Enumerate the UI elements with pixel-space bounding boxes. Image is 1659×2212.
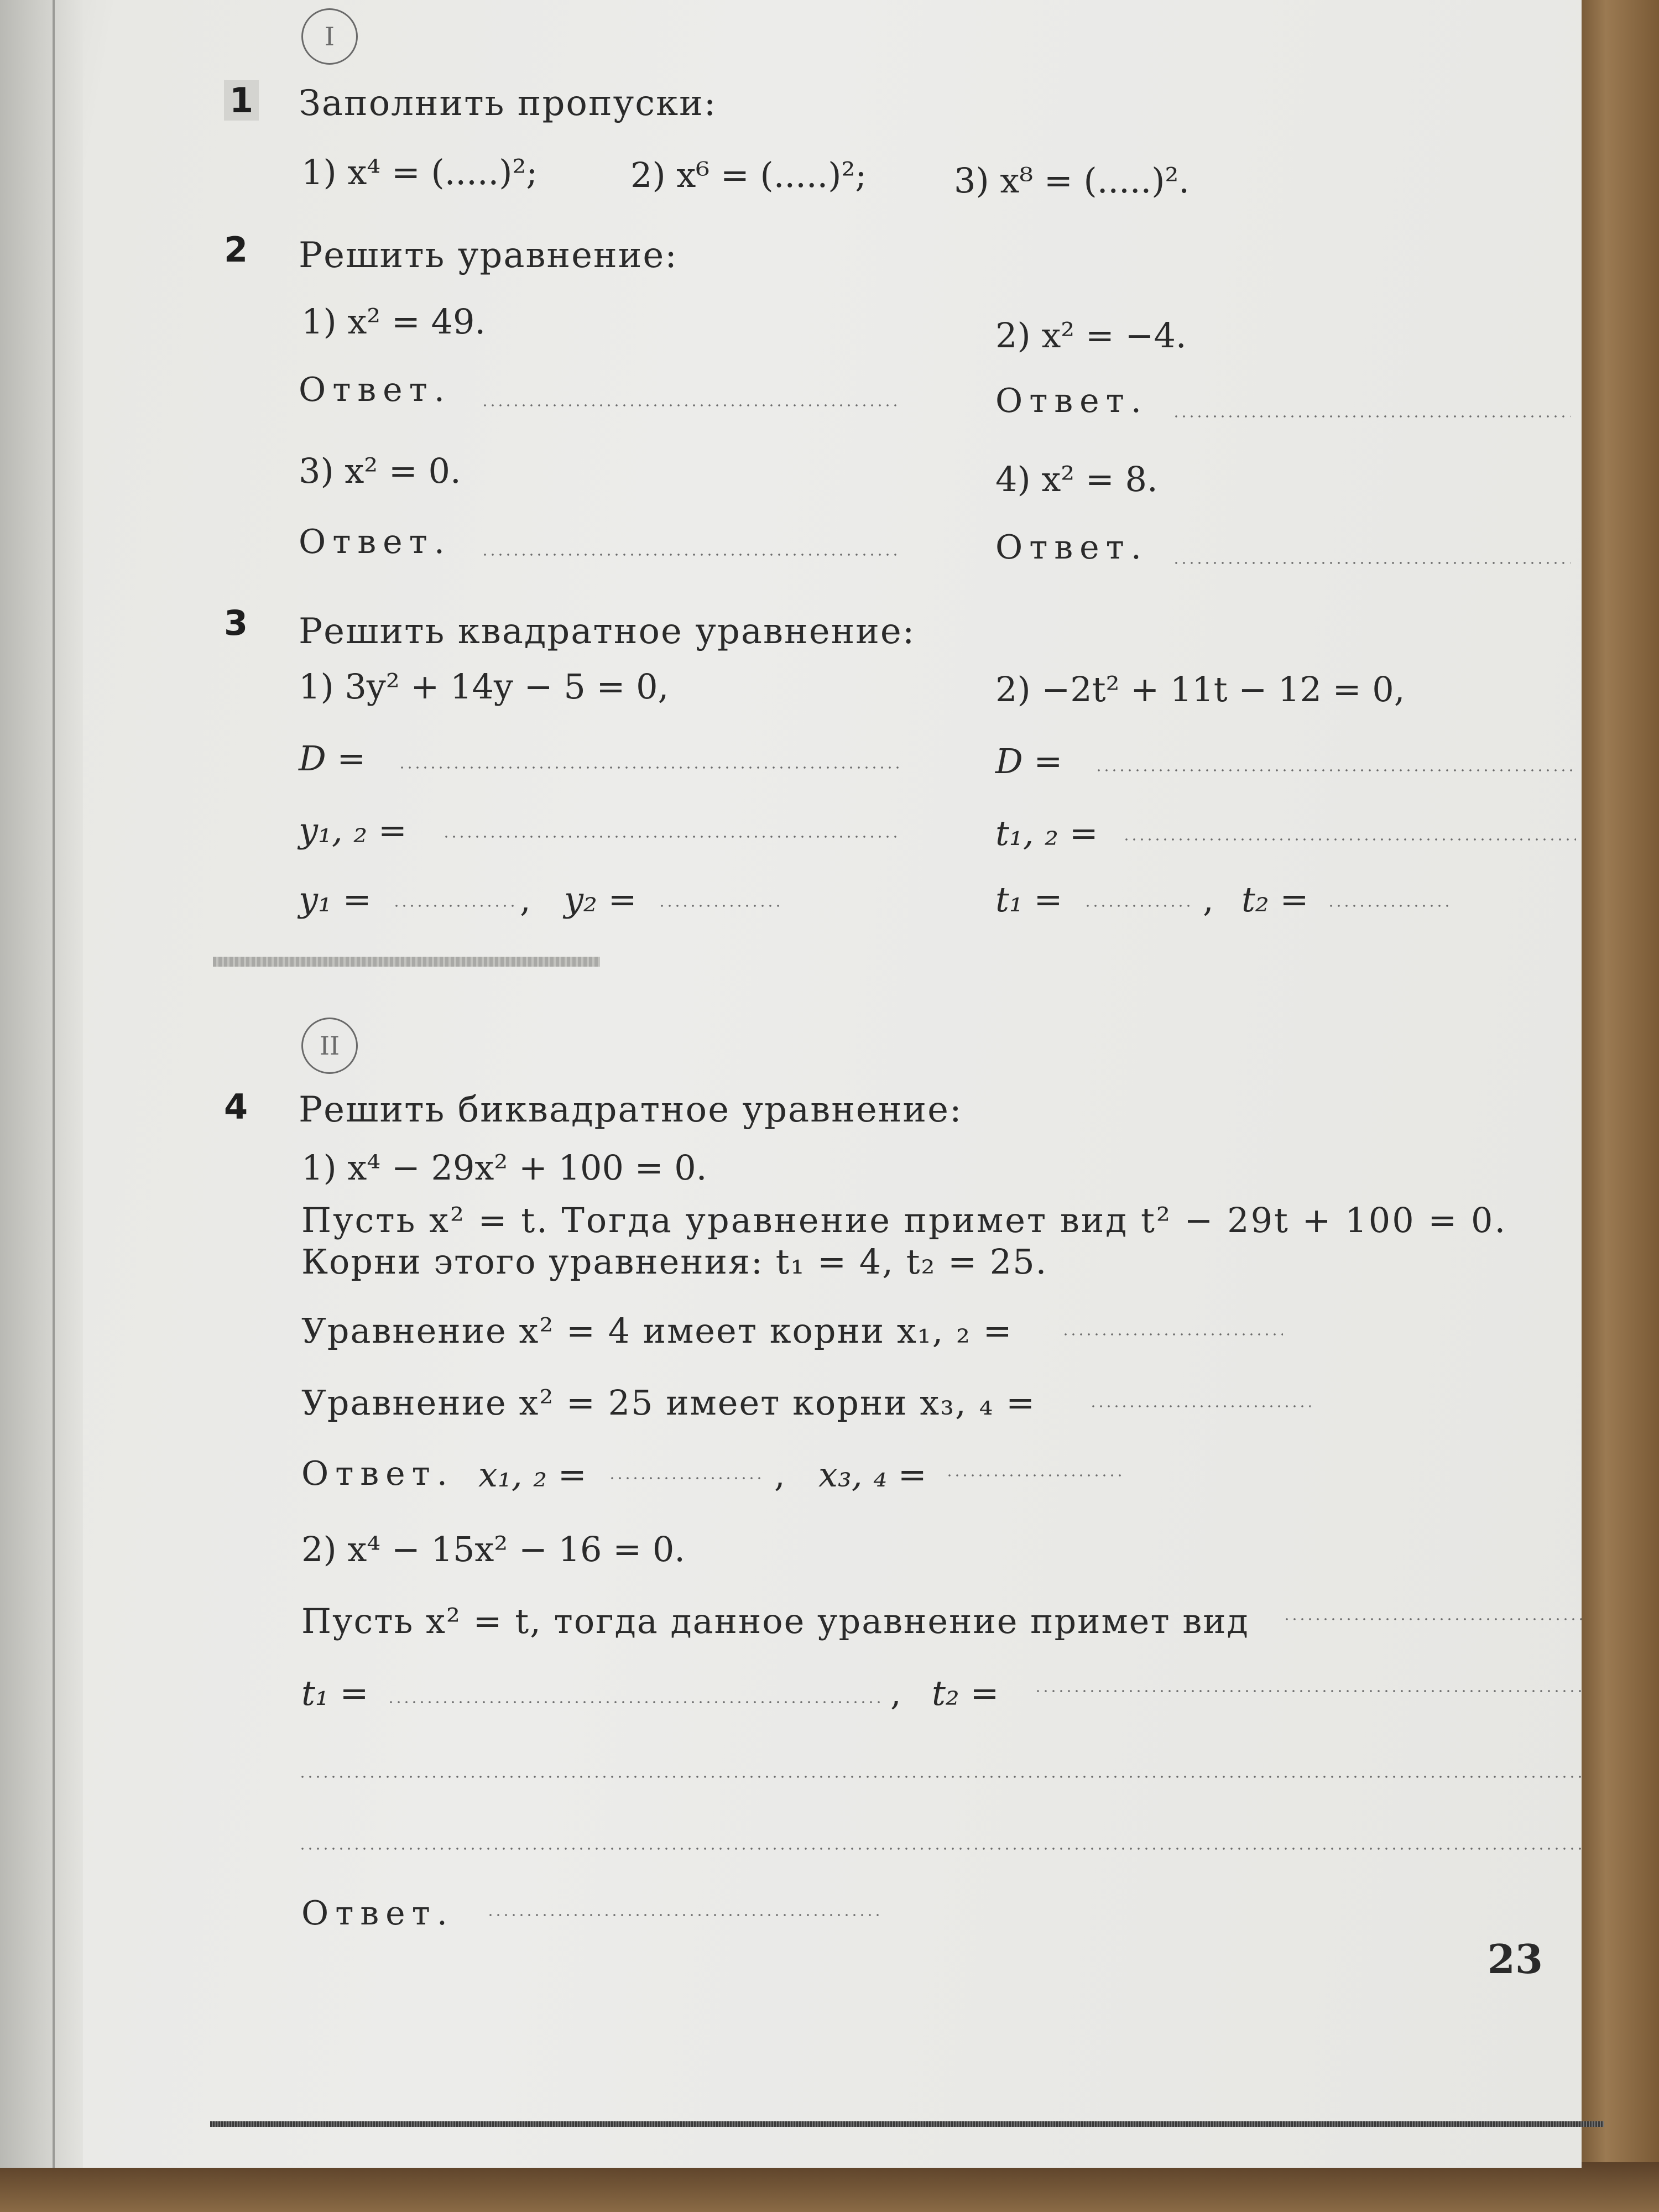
answer-line[interactable] <box>1034 1689 1582 1693</box>
answer-line[interactable] <box>608 1477 763 1480</box>
task2-item-3: 3) x² = 0. <box>299 451 461 491</box>
task-number-4: 4 <box>224 1087 248 1127</box>
task3-y2-label: y₂ = <box>564 879 637 920</box>
task2-answer-label-4: Ответ. <box>995 528 1148 567</box>
task-number-3: 3 <box>224 603 248 643</box>
answer-line[interactable] <box>487 1913 879 1917</box>
comma: , <box>1203 879 1214 920</box>
task4-t2-label: t₂ = <box>932 1673 999 1713</box>
task2-item-1: 1) x² = 49. <box>301 301 486 342</box>
task2-answer-label-3: Ответ. <box>299 523 451 561</box>
answer-line[interactable] <box>393 904 514 907</box>
task4-eq-a: Уравнение x² = 4 имеет корни x₁, ₂ = <box>301 1311 1013 1351</box>
section-divider <box>213 957 600 967</box>
task-number-1: 1 <box>224 80 259 121</box>
task4-answer-label-2: Ответ. <box>301 1894 454 1933</box>
answer-line[interactable] <box>1084 904 1194 907</box>
task4-substitution-2: Пусть x² = t, тогда данное уравнение примет вид <box>301 1601 1249 1641</box>
task-title-3: Решить квадратное уравнение: <box>299 611 916 652</box>
task2-item-2: 2) x² = −4. <box>995 315 1187 356</box>
answer-line[interactable] <box>1095 769 1576 772</box>
answer-line[interactable] <box>299 1775 1582 1778</box>
task4-answer-x12: x₁, ₂ = <box>478 1454 587 1495</box>
page-number: 23 <box>1487 1936 1543 1983</box>
task3-t2-label: t₂ = <box>1241 879 1309 920</box>
task1-item-3: 3) x⁸ = (.....)². <box>954 160 1190 201</box>
binding-line <box>53 0 55 2168</box>
task4-eq-b: Уравнение x² = 25 имеет корни x₃, ₄ = <box>301 1383 1036 1423</box>
answer-line[interactable] <box>1283 1618 1582 1621</box>
task-title-2: Решить уравнение: <box>299 235 678 276</box>
task2-item-4: 4) x² = 8. <box>995 459 1158 499</box>
answer-line[interactable] <box>481 404 901 407</box>
task4-answer-x34: x₃, ₄ = <box>818 1454 927 1495</box>
section-marker-1: I <box>301 8 358 65</box>
section-marker-2: II <box>301 1018 358 1074</box>
task3-equation-2: 2) −2t² + 11t − 12 = 0, <box>995 669 1405 709</box>
task4-equation-2: 2) x⁴ − 15x² − 16 = 0. <box>301 1529 686 1569</box>
page-bottom-rule <box>210 2121 1604 2127</box>
comma: , <box>890 1673 901 1713</box>
task3-equation-1: 1) 3y² + 14y − 5 = 0, <box>299 666 669 707</box>
task2-answer-label-1: Ответ. <box>299 371 451 409</box>
answer-line[interactable] <box>398 766 901 769</box>
task3-roots-label-1: y₁, ₂ = <box>299 810 407 851</box>
task1-item-1: 1) x⁴ = (.....)²; <box>301 152 538 192</box>
task4-t1-label: t₁ = <box>301 1673 369 1713</box>
task4-answer-label-1: Ответ. <box>301 1454 454 1493</box>
task3-t1-label: t₁ = <box>995 879 1063 920</box>
task4-roots-1: Корни этого уравнения: t₁ = 4, t₂ = 25. <box>301 1241 1048 1282</box>
task3-d-label-1: D = <box>299 738 366 779</box>
task4-substitution-1: Пусть x² = t. Тогда уравнение примет вид t² − 29t + 100 = 0. <box>301 1200 1507 1240</box>
answer-line[interactable] <box>1123 838 1576 841</box>
comma: , <box>774 1454 785 1495</box>
comma: , <box>520 879 531 920</box>
answer-line[interactable] <box>387 1700 885 1704</box>
answer-line[interactable] <box>1327 904 1449 907</box>
task-number-2: 2 <box>224 229 248 270</box>
answer-line[interactable] <box>1089 1405 1311 1408</box>
answer-line[interactable] <box>1172 415 1571 418</box>
answer-line[interactable] <box>946 1474 1123 1477</box>
task4-equation-1: 1) x⁴ − 29x² + 100 = 0. <box>301 1147 707 1188</box>
task-title-1: Заполнить пропуски: <box>299 83 717 124</box>
answer-line[interactable] <box>1062 1333 1283 1336</box>
answer-line[interactable] <box>481 553 901 556</box>
page-spine-shadow <box>0 0 83 2168</box>
table-bottom <box>0 2162 1659 2212</box>
answer-line[interactable] <box>442 835 901 838</box>
answer-line[interactable] <box>658 904 780 907</box>
task2-answer-label-2: Ответ. <box>995 382 1148 420</box>
task3-d-label-2: D = <box>995 741 1063 781</box>
answer-line[interactable] <box>299 1847 1582 1850</box>
task1-item-2: 2) x⁶ = (.....)²; <box>630 155 867 195</box>
table-background <box>1571 0 1659 2212</box>
task3-y1-label: y₁ = <box>299 879 372 920</box>
task3-roots-label-2: t₁, ₂ = <box>995 813 1098 853</box>
answer-line[interactable] <box>1172 561 1571 565</box>
task-title-4: Решить биквадратное уравнение: <box>299 1089 963 1130</box>
